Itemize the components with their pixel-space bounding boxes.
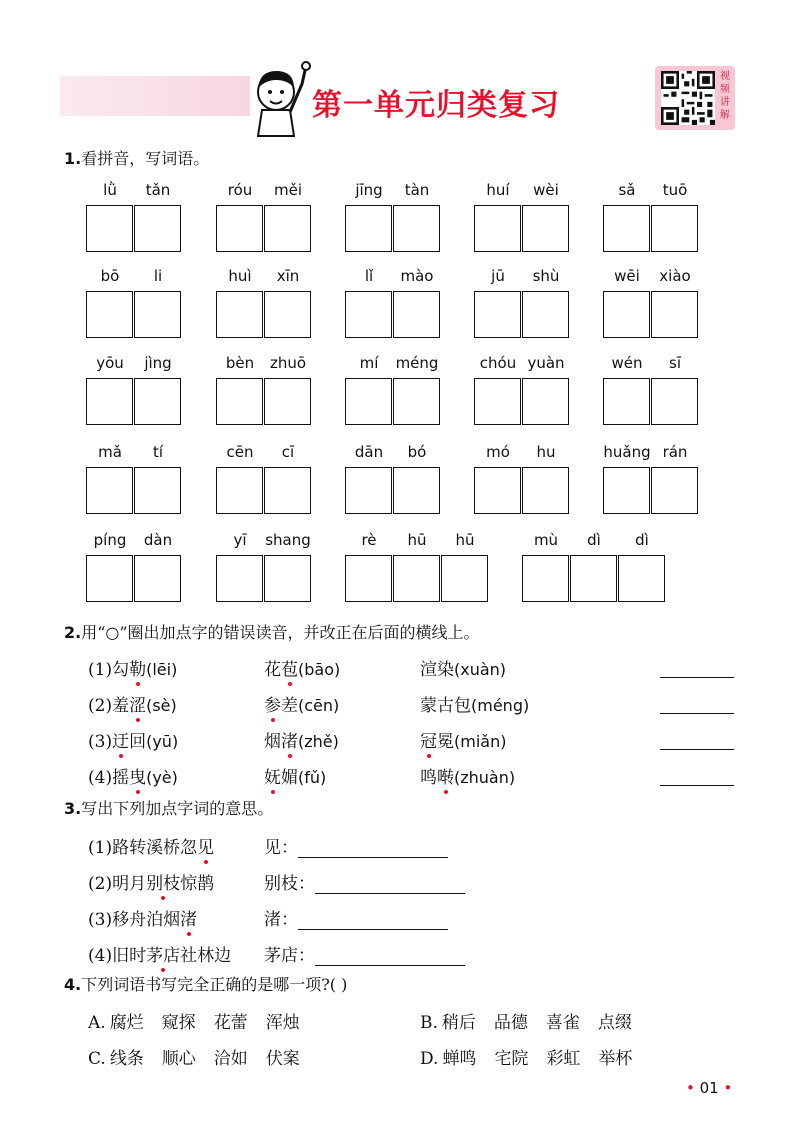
pinyin-label: lǐ: [364, 267, 374, 285]
pinyin-label: huǎng: [603, 443, 651, 461]
pinyin-label: tàn: [404, 181, 430, 199]
pinyin-label: mǎ: [98, 443, 122, 461]
q2-item: [420, 727, 506, 752]
qr-side-label: 视频讲解: [720, 71, 730, 121]
pinyin-label: jìng: [144, 354, 172, 372]
pinyin-label: bō: [100, 267, 120, 285]
writing-box[interactable]: [134, 555, 181, 602]
dotted-character: 渚: [281, 727, 298, 752]
pinyin-reading[interactable]: (cēn): [298, 696, 340, 715]
pinyin-label: li: [153, 267, 163, 285]
q2-item: [420, 655, 506, 680]
page-title: 第一单元归类复习: [312, 88, 560, 123]
option-word: 点缀: [597, 1013, 632, 1033]
pinyin-label: huí: [486, 181, 510, 199]
qr-code-icon: [661, 71, 715, 125]
writing-box[interactable]: [603, 378, 650, 425]
item-text: 渲: [420, 660, 437, 680]
writing-box[interactable]: [603, 467, 650, 514]
option-word: 稍后: [441, 1013, 476, 1033]
writing-box[interactable]: [86, 467, 133, 514]
option-word: 顺心: [161, 1049, 196, 1069]
q4-option[interactable]: [420, 1044, 632, 1069]
writing-box[interactable]: [86, 205, 133, 252]
writing-box[interactable]: [216, 378, 263, 425]
pinyin-reading[interactable]: (bāo): [298, 660, 341, 679]
dotted-character: 别枝: [146, 869, 180, 894]
pinyin-label: bó: [407, 443, 427, 461]
writing-box[interactable]: [522, 205, 569, 252]
pinyin-label: píng: [93, 531, 127, 549]
writing-box[interactable]: [393, 555, 440, 602]
writing-box[interactable]: [216, 205, 263, 252]
dotted-character: 冠: [420, 727, 437, 752]
writing-box[interactable]: [345, 555, 392, 602]
writing-box[interactable]: [216, 555, 263, 602]
q2-item: [264, 655, 340, 680]
q2-item: [264, 691, 339, 716]
dot-icon: •: [723, 1079, 733, 1097]
item-text: 媚: [281, 768, 298, 788]
writing-box[interactable]: [134, 205, 181, 252]
pinyin-label: hu: [536, 443, 556, 461]
pinyin-reading[interactable]: (lēi): [146, 660, 178, 679]
option-letter: A.: [88, 1013, 106, 1033]
writing-box[interactable]: [393, 291, 440, 338]
writing-box[interactable]: [618, 555, 665, 602]
writing-box[interactable]: [86, 555, 133, 602]
item-text: (3): [88, 732, 113, 752]
pinyin-reading[interactable]: (sè): [146, 696, 177, 715]
q3-item: [88, 905, 197, 930]
pinyin-label: mào: [400, 267, 434, 285]
writing-box[interactable]: [474, 291, 521, 338]
pinyin-label: wèi: [533, 181, 559, 199]
pinyin-label: róu: [227, 181, 253, 199]
pinyin-label: chóu: [479, 354, 517, 372]
writing-box[interactable]: [345, 467, 392, 514]
option-word: 浑烛: [265, 1013, 300, 1033]
item-text: 冕: [437, 732, 454, 752]
pinyin-label: rán: [662, 443, 688, 461]
item-text: 回: [129, 732, 147, 752]
answer-line[interactable]: [660, 749, 734, 750]
option-letter: D.: [420, 1049, 439, 1069]
item-text: (3)移舟泊烟: [88, 910, 181, 930]
pinyin-label: jīng: [355, 181, 383, 199]
writing-box[interactable]: [264, 467, 311, 514]
item-text: 古包: [437, 696, 471, 716]
writing-box[interactable]: [264, 205, 311, 252]
pinyin-label: tǎn: [145, 181, 171, 199]
pinyin-reading[interactable]: (fǔ): [298, 768, 327, 787]
q2-number: 2.: [64, 623, 82, 642]
q1-number: 1.: [64, 149, 82, 168]
pinyin-label: xiào: [659, 267, 691, 285]
header-band: [60, 76, 250, 116]
writing-box[interactable]: [522, 378, 569, 425]
pinyin-label: mù: [533, 531, 559, 549]
option-word: 洽如: [213, 1049, 248, 1069]
answer-blank[interactable]: [315, 875, 465, 894]
option-word: 线条: [109, 1049, 144, 1069]
q4-option[interactable]: [88, 1044, 300, 1069]
dotted-character: 勒: [129, 655, 146, 680]
q2-text: 用“○”圈出加点字的错误读音，并改正在后面的横线上。: [81, 623, 480, 642]
q3-text: 写出下列加点字词的意思。: [81, 799, 274, 818]
answer-label: 别枝：: [264, 874, 315, 894]
q2-item: [88, 763, 178, 788]
dotted-character: 茅店: [146, 941, 180, 966]
pinyin-label: yī: [233, 531, 247, 549]
writing-box[interactable]: [651, 205, 698, 252]
writing-box[interactable]: [264, 291, 311, 338]
item-text: 惊鹊: [180, 874, 215, 894]
pinyin-label: wén: [611, 354, 643, 372]
writing-box[interactable]: [441, 555, 488, 602]
dotted-character: 苞: [281, 655, 298, 680]
item-text: (1)勾: [88, 660, 130, 680]
q3-number: 3.: [64, 799, 82, 818]
answer-line[interactable]: [660, 713, 734, 714]
pinyin-reading[interactable]: (zhě): [298, 732, 339, 751]
item-text: (1)路转溪桥忽: [88, 838, 198, 858]
pinyin-label: rè: [361, 531, 377, 549]
writing-box[interactable]: [651, 291, 698, 338]
writing-box[interactable]: [345, 291, 392, 338]
dotted-character: 啭: [437, 763, 454, 788]
pinyin-label: cī: [281, 443, 295, 461]
pinyin-reading[interactable]: (zhuàn): [454, 768, 516, 787]
pinyin-reading[interactable]: (yū): [146, 732, 179, 751]
pinyin-label: dān: [354, 443, 384, 461]
boy-mascot-icon: [246, 58, 318, 138]
writing-box[interactable]: [603, 291, 650, 338]
writing-box[interactable]: [345, 378, 392, 425]
pinyin-label: méng: [395, 354, 439, 372]
dotted-character: 曳: [129, 763, 146, 788]
writing-box[interactable]: [651, 467, 698, 514]
page-number: [686, 1079, 732, 1097]
option-word: 品德: [493, 1013, 528, 1033]
writing-box[interactable]: [86, 378, 133, 425]
q1-text: 看拼音，写词语。: [81, 149, 210, 168]
item-text: (4)摇: [88, 768, 130, 788]
pinyin-label: jū: [491, 267, 505, 285]
item-text: (2)明月: [88, 874, 147, 894]
writing-box[interactable]: [216, 291, 263, 338]
q2-item: [88, 691, 177, 716]
q2-item: [264, 763, 326, 788]
dotted-character: 涩: [129, 691, 146, 716]
answer-label: 见：: [264, 838, 298, 858]
answer-blank[interactable]: [315, 947, 465, 966]
item-text: 染: [437, 660, 454, 680]
q3-title: [64, 796, 273, 819]
q4-text: 下列词语书写完全正确的是哪一项?( ): [81, 975, 348, 994]
option-word: 喜雀: [545, 1013, 580, 1033]
item-text: (2)羞: [88, 696, 130, 716]
dot-icon: •: [686, 1079, 695, 1097]
pinyin-reading[interactable]: (yè): [146, 768, 178, 787]
option-word: 花蕾: [213, 1013, 248, 1033]
writing-box[interactable]: [264, 555, 311, 602]
writing-box[interactable]: [264, 378, 311, 425]
q3-answer: [264, 941, 465, 966]
item-text: 社林边: [180, 946, 232, 966]
item-text: (4)旧时: [88, 946, 147, 966]
pinyin-label: mí: [359, 354, 379, 372]
pinyin-reading[interactable]: (méng): [471, 696, 530, 715]
writing-box[interactable]: [522, 555, 569, 602]
option-word: 彩虹: [546, 1049, 581, 1069]
option-word: 伏案: [265, 1049, 300, 1069]
dotted-character: 见: [197, 833, 214, 858]
pinyin-label: dàn: [143, 531, 173, 549]
pinyin-label: lǜ: [103, 181, 117, 199]
writing-box[interactable]: [651, 378, 698, 425]
option-word: 蝉鸣: [442, 1049, 477, 1069]
answer-label: 渚：: [264, 910, 298, 930]
q2-item: [264, 727, 339, 752]
pinyin-label: bèn: [225, 354, 255, 372]
pinyin-label: yōu: [96, 354, 124, 372]
pinyin-label: shù: [532, 267, 560, 285]
writing-box[interactable]: [474, 205, 521, 252]
writing-box[interactable]: [522, 291, 569, 338]
writing-box[interactable]: [216, 467, 263, 514]
writing-box[interactable]: [393, 378, 440, 425]
option-word: 举杯: [598, 1049, 633, 1069]
pinyin-label: shang: [265, 531, 311, 549]
pinyin-label: tí: [152, 443, 164, 461]
pinyin-label: yuàn: [527, 354, 565, 372]
pinyin-label: hū: [407, 531, 427, 549]
dotted-character: 迂: [112, 727, 129, 752]
answer-line[interactable]: [660, 677, 734, 678]
writing-box[interactable]: [134, 378, 181, 425]
item-text: 烟: [264, 732, 281, 752]
option-word: 宅院: [494, 1049, 529, 1069]
answer-blank[interactable]: [298, 839, 448, 858]
option-letter: C.: [88, 1049, 106, 1069]
q3-item: [88, 941, 231, 966]
writing-box[interactable]: [345, 205, 392, 252]
option-word: 窥探: [161, 1013, 196, 1033]
dotted-character: 妩: [264, 763, 281, 788]
writing-box[interactable]: [603, 205, 650, 252]
q4-title: [64, 972, 347, 995]
pinyin-label: huì: [228, 267, 252, 285]
q3-answer: [264, 833, 448, 858]
q2-title: [64, 620, 480, 643]
pinyin-label: wēi: [614, 267, 640, 285]
pinyin-label: sī: [669, 354, 681, 372]
writing-box[interactable]: [474, 467, 521, 514]
qr-code-panel[interactable]: [655, 66, 735, 130]
pinyin-label: dì: [587, 531, 601, 549]
answer-label: 茅店：: [264, 946, 315, 966]
answer-blank[interactable]: [298, 911, 448, 930]
writing-box[interactable]: [570, 555, 617, 602]
pinyin-label: měi: [273, 181, 302, 199]
writing-box[interactable]: [134, 467, 181, 514]
writing-box[interactable]: [134, 291, 181, 338]
option-letter: B.: [420, 1013, 438, 1033]
writing-box[interactable]: [393, 467, 440, 514]
q2-item: [88, 655, 177, 680]
q3-item: [88, 869, 214, 894]
answer-line[interactable]: [660, 785, 734, 786]
writing-box[interactable]: [86, 291, 133, 338]
pinyin-label: xīn: [276, 267, 300, 285]
pinyin-label: hū: [455, 531, 475, 549]
q4-option[interactable]: [420, 1008, 632, 1033]
q3-item: [88, 833, 214, 858]
option-word: 腐烂: [109, 1013, 144, 1033]
pinyin-label: sǎ: [618, 181, 636, 199]
writing-box[interactable]: [474, 378, 521, 425]
item-text: 蒙: [420, 696, 437, 716]
q2-item: [88, 727, 178, 752]
dotted-character: 参: [264, 691, 281, 716]
pinyin-label: cēn: [226, 443, 254, 461]
q3-answer: [264, 905, 448, 930]
dotted-character: 渚: [180, 905, 197, 930]
pinyin-reading[interactable]: (miǎn): [454, 732, 507, 751]
q2-item: [420, 691, 529, 716]
writing-box[interactable]: [522, 467, 569, 514]
item-text: 差: [281, 696, 298, 716]
q4-number: 4.: [64, 975, 82, 994]
pinyin-reading[interactable]: (xuàn): [454, 660, 507, 679]
q3-answer: [264, 869, 465, 894]
pinyin-label: mó: [486, 443, 510, 461]
pinyin-label: tuō: [662, 181, 688, 199]
writing-box[interactable]: [393, 205, 440, 252]
q4-option[interactable]: [88, 1008, 300, 1033]
q1-title: [64, 146, 209, 169]
item-text: 花: [264, 660, 281, 680]
q2-item: [420, 763, 515, 788]
pinyin-label: zhuō: [269, 354, 307, 372]
item-text: 鸣: [420, 768, 437, 788]
page-number-text: 01: [699, 1079, 719, 1097]
pinyin-label: dì: [635, 531, 649, 549]
